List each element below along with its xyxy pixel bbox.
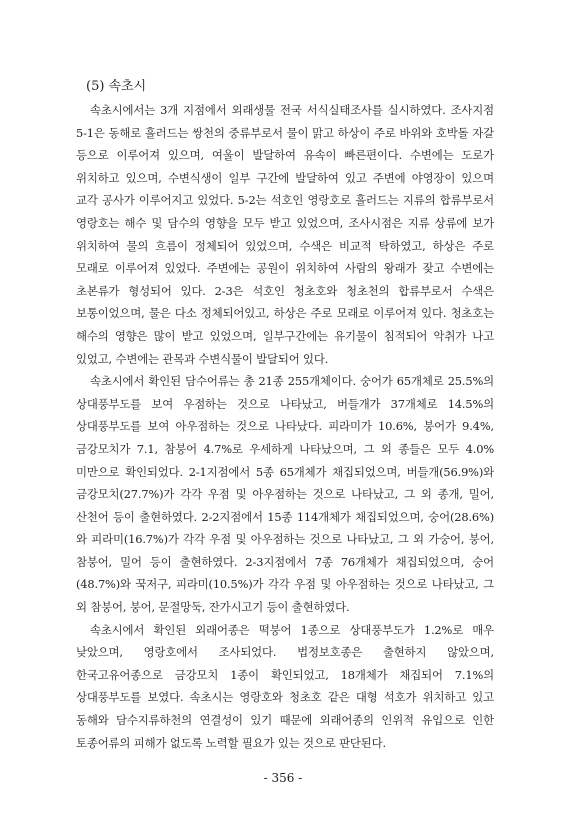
- paragraph-site-description: 속초시에서는 3개 지점에서 외래생물 전국 서식실태조사를 실시하였다. 조사지점 5-1은 동해로 흘러드는 쌍천의 중류부로서 물이 맑고 하상이 주로 바위와 호박돌 자갈 등으로 이루어져 있으며, 여울이 발달하여 유속이 빠른편이다. 수변에는 도로가 위치하고 있으며, 수변식생이 일부 구간에 발달하여 있고 주변에 야영장이 있으며 교각 공사가 이루어지고 있었다. 5-2는 석호인 영랑호로 흘러드는 지류의 합류부로서 영랑호는 해수 및 담수의 영향을 모두 받고 있었으며, 조사시점은 지류 상류에 보가 위치하여 물의 흐름이 정체되어 있었으며, 수색은 비교적 탁하였고, 하상은 주로 모래로 이루어져 있었다. 주변에는 공원이 위치하여 사람의 왕래가 잦고 수변에는 초본류가 형성되어 있다. 2-3은 석호인 청초호와 청초천의 합류부로서 수색은 보통이었으며, 물은 다소 정체되어있고, 하상은 주로 모래로 이루어져 있다. 청초호는 해수의 영향은 많이 받고 있었으며, 일부구간에는 유기물이 침적되어 악취가 나고 있었고, 수변에는 관목과 수변식물이 발달되어 있다.: [76, 103, 494, 366]
- body-text: [76, 99, 494, 754]
- paragraph-exotic-species: 속초시에서 확인된 외래어종은 떡붕어 1종으로 상대풍부도가 1.2%로 매우 낮았으며, 영랑호에서 조사되었다. 법정보호종은 출현하지 않았으며, 한국고유어종으로 금강모치 1종이 확인되었고, 18개체가 채집되어 7.1%의 상대풍부도를 보였다. 속초시는 영랑호와 청초호 같은 대형 석호가 위치하고 있고 동해와 담수지류하천의 연결성이 있기 때문에 외래어종의 인위적 유입으로 인한 토종어류의 피해가 없도록 노력할 필요가 있는 것으로 판단된다.: [76, 622, 494, 750]
- page-number: - 356 -: [263, 771, 303, 785]
- paragraph-freshwater-fish: 속초시에서 확인된 담수어류는 총 21종 255개체이다. 숭어가 65개체로 25.5%의 상대풍부도를 보여 우점하는 것으로 나타났고, 버들개가 37개체로 14.5%의 상대풍부도를 보여 아우점하는 것으로 나타났다. 피라미가 10.6%, 붕어가 9.4%, 금강모치가 7.1, 참붕어 4.7%로 우세하게 나타났으며, 그 외 종들은 모두 4.0% 미만으로 확인되었다. 2-1지점에서 5종 65개체가 채집되었으며, 버들개(56.9%)와 금강모치(27.7%)가 각각 우점 및 아우점하는 것으로 나타났고, 그 외 종개, 밀어, 산천어 등이 출현하였다. 2-2지점에서 15종 114개체가 채집되었으며, 숭어(28.6%)와 피라미(16.7%)가 각각 우점 및 아우점하는 것으로 나타났고, 그 외 가숭어, 붕어, 참붕어, 밀어 등이 출현하였다. 2-3지점에서 7종 76개체가 채집되었으며, 숭어(48.7%)와 꾹저구, 피라미(10.5%)가 각각 우점 및 아우점하는 것으로 나타났고, 그 외 참붕어, 붕어, 문절망둑, 잔가시고기 등이 출현하였다.: [76, 374, 494, 615]
- section-heading: (5) 속초시: [86, 79, 147, 94]
